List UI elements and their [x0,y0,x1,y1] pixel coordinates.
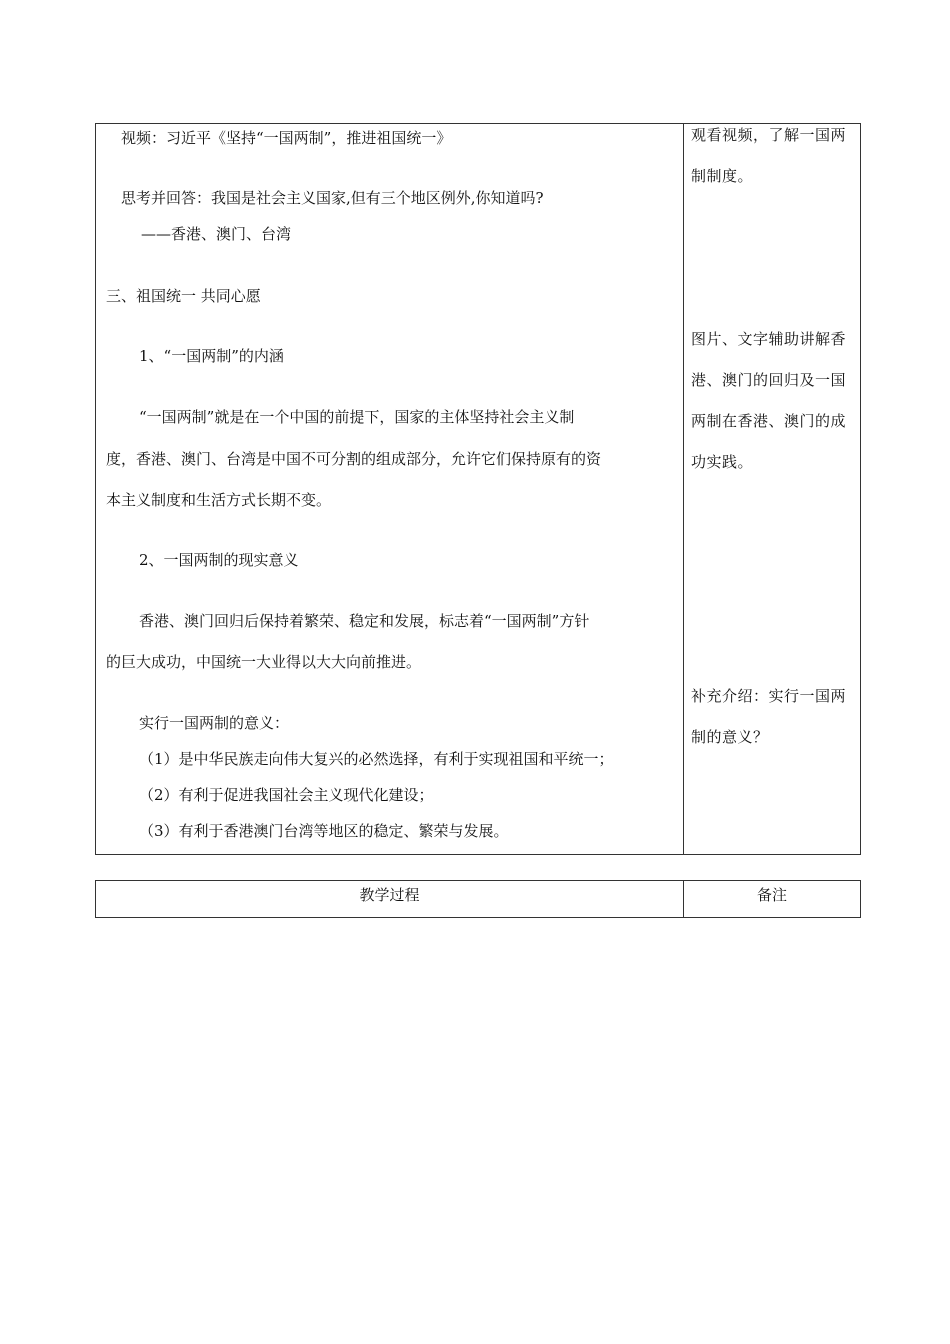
significance-item: （2）有利于促进我国社会主义现代化建设； [139,786,434,804]
significance-item: （1）是中华民族走向伟大复兴的必然选择，有利于实现祖国和平统一； [139,750,614,768]
note-supplement: 补充介绍：实行一国两制的意义？ [691,687,847,746]
point2-line1: 香港、澳门回归后保持着繁荣、稳定和发展，标志着“一国两制”方针 [139,612,590,630]
process-header: 教学过程 [359,886,420,904]
point1-line1: “一国两制”就是在一个中国的前提下，国家的主体坚持社会主义制 [139,408,575,426]
note-video: 观看视频，了解一国两制制度。 [691,126,847,185]
lesson-table [95,123,861,855]
significance-title: 实行一国两制的意义： [139,714,290,732]
point2-line2: 的巨大成功，中国统一大业得以大大向前推进。 [106,653,422,671]
question-line: 思考并回答：我国是社会主义国家,但有三个地区例外,你知道吗? [121,189,544,207]
answer-line: ——香港、澳门、台湾 [141,225,292,243]
section-title: 三、祖国统一 共同心愿 [106,287,261,305]
note-images: 图片、文字辅助讲解香港、澳门的回归及一国两制在香港、澳门的成功实践。 [691,330,847,471]
video-line: 视频：习近平《坚持“一国两制”，推进祖国统一》 [121,129,452,147]
column-divider [683,124,684,854]
significance-item: （3）有利于香港澳门台湾等地区的稳定、繁荣与发展。 [139,822,509,840]
point2-title: 2、一国两制的现实意义 [139,551,299,569]
point1-line2: 度，香港、澳门、台湾是中国不可分割的组成部分，允许它们保持原有的资 [106,450,602,468]
point1-title: 1、“一国两制”的内涵 [139,347,284,365]
process-header-table [95,880,861,918]
point1-line3: 本主义制度和生活方式长期不变。 [106,491,332,509]
remarks-header: 备注 [756,886,787,904]
